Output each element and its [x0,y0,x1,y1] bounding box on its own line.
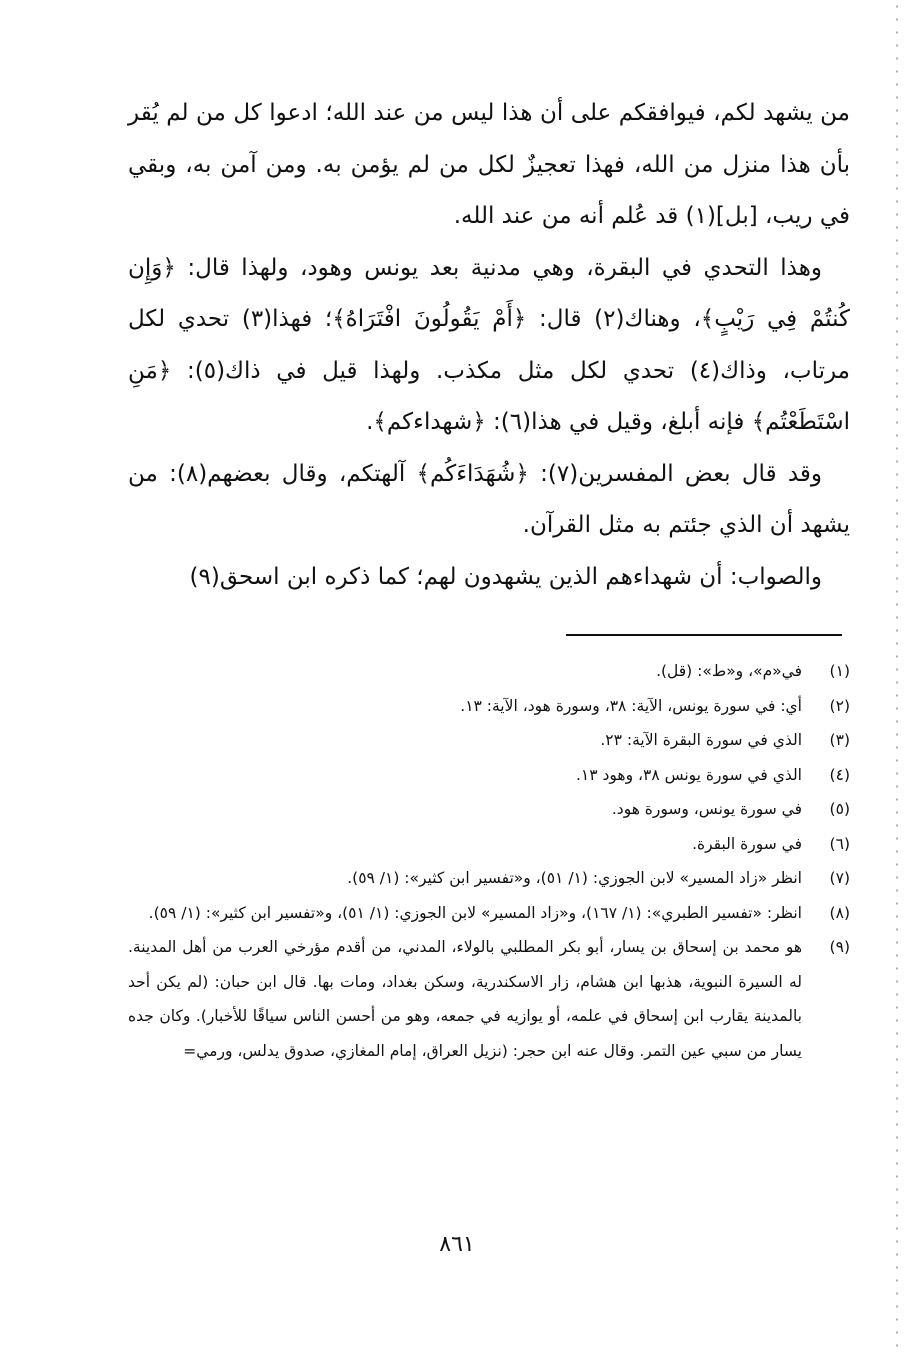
footnote-number: (٣) [829,731,850,749]
paragraph: وهذا التحدي في البقرة، وهي مدنية بعد يونس وهود، ولهذا قال: ﴿وَإِن كُنتُمْ فِي رَيْبٍ﴾، وهناك(٢) قال: ﴿أَمْ يَقُولُونَ افْتَرَاهُ﴾؛ فهذا(٣) تحدي لكل مرتاب، وذاك(٤) تحدي لكل مثل مكذب. ولهذا قيل في ذاك(٥): ﴿مَنِ اسْتَطَعْتُم﴾ فإنه أبلغ، وقيل في هذا(٦): ﴿شهداءكم﴾. [128,254,851,435]
footnote-text: الذي في سورة البقرة الآية: ٢٣. [600,731,802,749]
footnote [128,654,850,689]
scan-edge-dots [894,0,900,1352]
footnotes [128,654,850,1068]
footnote-text: الذي في سورة يونس ٣٨، وهود ١٣. [575,765,802,784]
footnote [128,689,850,724]
footnote-text: في سورة يونس، وسورة هود. [611,800,802,818]
footnote [128,792,850,827]
footnote [128,896,850,931]
paragraph: وقد قال بعض المفسرين(٧): ﴿شُهَدَاءَكُم﴾ آلهتكم، وقال بعضهم(٨): من يشهد أن الذي جئتم به مثل القرآن. [128,460,850,538]
paragraph: والصواب: أن شهداءهم الذين يشهدون لهم؛ كما ذكره ابن اسحق(٩) [189,563,822,590]
footnote [128,723,850,758]
footnote-number: (٦) [829,834,850,853]
footnote-separator [566,634,842,636]
footnote-text: في سورة البقرة. [692,834,802,853]
footnote-number: (٧) [829,869,850,887]
footnote-text: انظر «زاد المسير» لابن الجوزي: (١/ ٥١)، و«تفسير ابن كثير»: (١/ ٥٩). [347,869,802,887]
footnote-text: انظر: «تفسير الطبري»: (١/ ١٦٧)، و«زاد المسير» لابن الجوزي: (١/ ٥١)، و«تفسير ابن كثير»: (١/ ٥٩). [148,903,802,922]
footnote-text: هو محمد بن إسحاق بن يسار، أبو بكر المطلبي بالولاء، المدني، من أقدم مؤرخي العرب من أهل المدينة. له السيرة النبوية، هذبها ابن هشام، زار الاسكندرية، وسكن بغداد، ومات بها. قال ابن حبان: (لم يكن أحد بالمدينة يقارب ابن إسحاق في علمه، أو يوازيه في جمعه، وهو من أحسن الناس سياقًا للأخبار). وكان جده يسار من سبي عين التمر. وقال عنه ابن حجر: (نزيل العراق، إمام المغازي، صدوق يدلس، ورمي= [128,938,802,1060]
footnote [128,758,850,793]
footnote [128,930,850,1068]
footnote-number: (٩) [829,938,850,956]
page-number: ٨٦١ [439,1232,475,1257]
main-text [128,88,850,603]
footnote-number: (١) [829,662,850,680]
footnote-number: (٤) [829,765,850,784]
paragraph: من يشهد لكم، فيوافقكم على أن هذا ليس من عند الله؛ ادعوا كل من لم يُقر بأن هذا منزل من الله، فهذا تعجيزٌ لكل من لم يؤمن به. ومن آمن به، وبقي في ريب، [بل](١) قد عُلم أنه من عند الله. [128,100,850,229]
footnote-number: (٥) [829,800,850,818]
footnote-number: (٢) [829,696,850,715]
footnote-text: أي: في سورة يونس، الآية: ٣٨، وسورة هود، الآية: ١٣. [460,696,802,715]
footnote-number: (٨) [829,903,850,922]
footnote-text: في«م»، و«ط»: (قل). [656,662,802,680]
footnote [128,861,850,896]
footnote [128,827,850,862]
